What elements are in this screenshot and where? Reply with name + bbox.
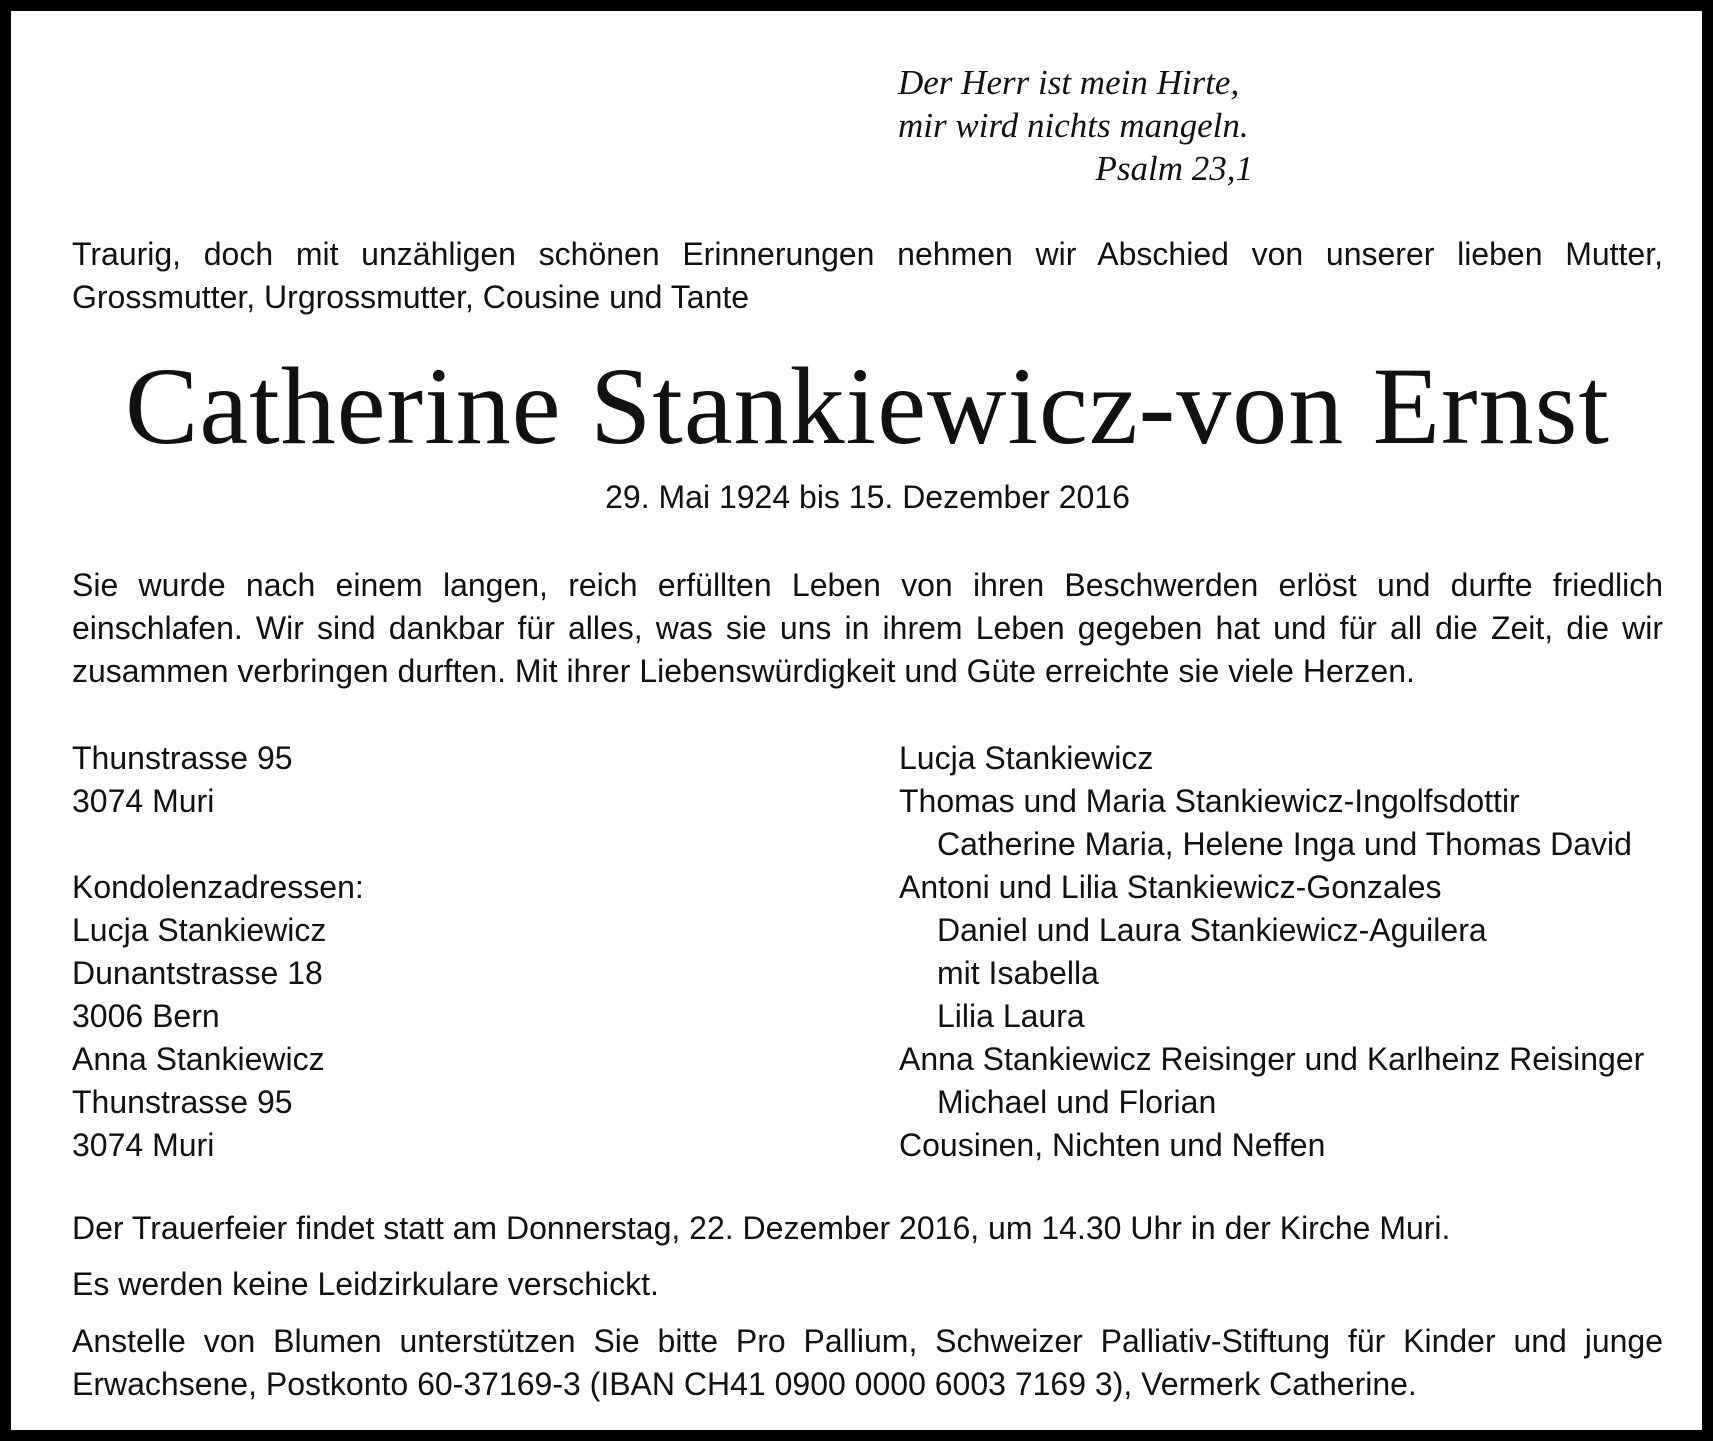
quote-source: Psalm 23,1 bbox=[1095, 149, 1253, 188]
condolence-contact-city: 3074 Muri bbox=[72, 1127, 215, 1163]
intro-text: Traurig, doch mit unzähligen schönen Erinnerungen nehmen wir Abschied von unserer lieben Mutter, Grossmutter, Urgrossmutter, Cousine und Tante bbox=[72, 236, 1663, 315]
condolence-contact-street: Thunstrasse 95 bbox=[72, 1084, 293, 1120]
family-member: Lilia Laura bbox=[937, 998, 1085, 1034]
quote-line-1: Der Herr ist mein Hirte, bbox=[898, 63, 1240, 102]
family-member: Cousinen, Nichten und Neffen bbox=[899, 1127, 1326, 1163]
family-member: Thomas und Maria Stankiewicz-Ingolfsdottir bbox=[899, 783, 1520, 819]
family-member: Catherine Maria, Helene Inga und Thomas David bbox=[937, 826, 1632, 862]
condolence-contact-name: Anna Stankiewicz bbox=[72, 1041, 325, 1077]
memorial-message: Sie wurde nach einem langen, reich erfüllten Leben von ihren Beschwerden erlöst und durfte friedlich einschlafen. Wir sind dankbar für alles, was sie uns in ihrem Leben gegeben hat und für all die Zeit, die wir zusammen verbringen durften. Mit ihrer Liebenswürdigkeit und Güte erreichte sie viele Herzen. bbox=[72, 567, 1663, 689]
family-member: Antoni und Lilia Stankiewicz-Gonzales bbox=[899, 869, 1442, 905]
family-member: mit Isabella bbox=[937, 955, 1099, 991]
family-member: Michael und Florian bbox=[937, 1084, 1217, 1120]
home-city: 3074 Muri bbox=[72, 783, 215, 819]
home-street: Thunstrasse 95 bbox=[72, 740, 293, 776]
family-member: Anna Stankiewicz Reisinger und Karlheinz Reisinger bbox=[899, 1041, 1645, 1077]
no-circulars-notice: Es werden keine Leidzirkulare verschickt. bbox=[72, 1266, 659, 1302]
condolence-contact-city: 3006 Bern bbox=[72, 998, 220, 1034]
life-dates: 29. Mai 1924 bis 15. Dezember 2016 bbox=[605, 479, 1130, 515]
donation-notice: Anstelle von Blumen unterstützen Sie bitte Pro Pallium, Schweizer Palliativ-Stiftung für Kinder und junge Erwachsene, Postkonto 60-37169-3 (IBAN CH41 0900 0000 6003 7169 3), Vermerk Catherine. bbox=[72, 1323, 1663, 1402]
condolence-label: Kondolenzadressen: bbox=[72, 869, 364, 905]
bible-quote bbox=[898, 61, 1253, 190]
deceased-name: Catherine Stankiewicz-von Ernst bbox=[124, 345, 1610, 467]
family-list bbox=[899, 737, 1699, 1167]
condolence-contact-street: Dunantstrasse 18 bbox=[72, 955, 323, 991]
condolence-contact-name: Lucja Stankiewicz bbox=[72, 912, 327, 948]
address-column bbox=[72, 737, 852, 1167]
ceremony-notice: Der Trauerfeier findet statt am Donnerstag, 22. Dezember 2016, um 14.30 Uhr in der Kirche Muri. bbox=[72, 1210, 1451, 1246]
spacer bbox=[72, 823, 852, 866]
family-member: Lucja Stankiewicz bbox=[899, 740, 1154, 776]
family-member: Daniel und Laura Stankiewicz-Aguilera bbox=[937, 912, 1487, 948]
quote-line-2: mir wird nichts mangeln. bbox=[898, 106, 1249, 145]
